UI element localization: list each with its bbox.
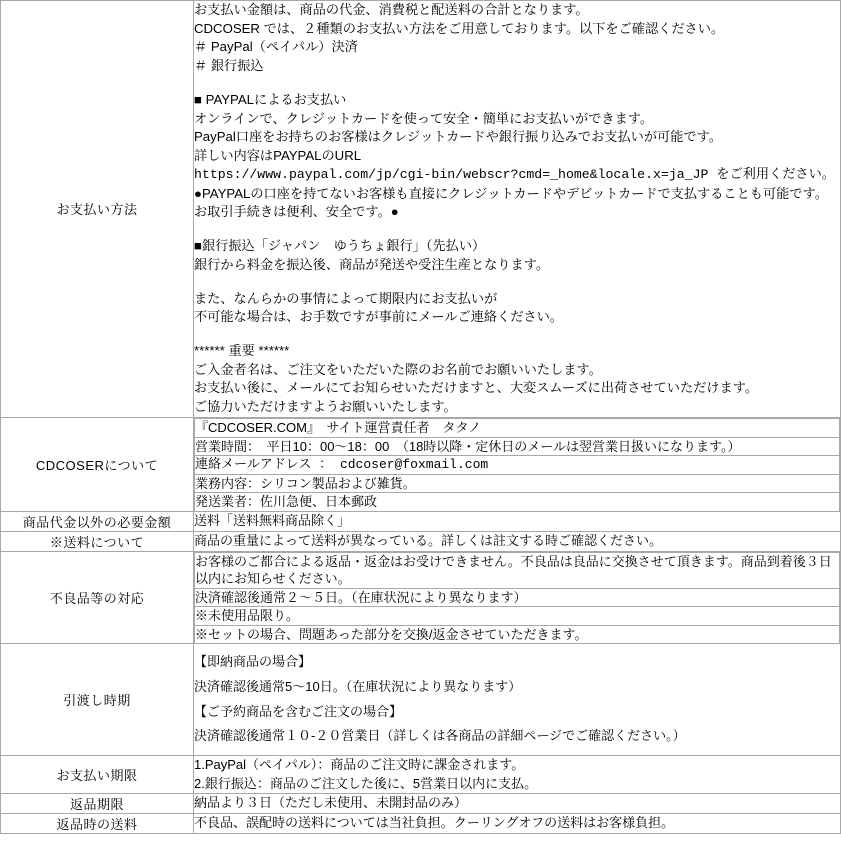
text-line: 決済確認後通常２～５日。（在庫状況により異なります）: [195, 588, 840, 607]
text-line: 【即納商品の場合】: [194, 654, 312, 670]
table-body: [1, 1, 841, 834]
row-label-payment-deadline: お支払い期限: [1, 756, 194, 794]
list-item: [195, 418, 840, 437]
spacer: [194, 275, 840, 290]
row-content-extra-fees: [194, 511, 841, 531]
text-line: オンラインで、クレジットカードを使って安全・簡単にお支払いができます。: [194, 110, 654, 126]
spacer: [194, 222, 840, 237]
text-line: ****** 重要 ******: [194, 343, 290, 359]
row-content-payment-deadline: [194, 756, 841, 794]
table-row: [1, 644, 841, 756]
row-content-return-shipping: [194, 814, 841, 834]
text-line: 2.銀行振込：商品のご注文した後に、5営業日以内に支払。: [194, 775, 538, 791]
list-item: [195, 437, 840, 456]
row-content-shipping-fee: [194, 531, 841, 551]
text-line: お客様のご都合による返品・返金はお受けできません。不良品は良品に交換させて頂きます。商品到着後３日以内にお知らせください。: [195, 552, 840, 588]
row-label-delivery-time: 引渡し時期: [1, 644, 194, 756]
row-content-return-deadline: [194, 794, 841, 814]
row-label-return-shipping: 返品時の送料: [1, 814, 194, 834]
table-row: [1, 417, 841, 511]
text-line: お支払い金額は、商品の代金、消費税と配送料の合計となります。: [194, 2, 589, 17]
text-line: 営業時間： 平日10：00～18：00 （18時以降・定休日のメールは翌営業日扱いになります。）: [195, 437, 840, 456]
text-line: ＃ 銀行振込: [194, 58, 264, 74]
table-row: [1, 1, 841, 418]
text-line: 納品より３日（ただし未使用、未開封品のみ）: [194, 795, 468, 811]
text-line: 送料「送料無料商品除く」: [194, 512, 351, 528]
text-line: 詳しい内容はPAYPALのURL: [194, 148, 362, 164]
text-line: PayPal口座をお持ちのお客様はクレジットカードや銀行振り込みでお支払いが可能です。: [194, 129, 722, 145]
spacer: [194, 76, 840, 91]
row-label-shipping-fee: ※送料について: [1, 531, 194, 551]
text-line: ※未使用品限り。: [195, 607, 840, 626]
defective-subtable: [194, 552, 840, 644]
row-label-return-deadline: 返品期限: [1, 794, 194, 814]
text-line: 1.PayPal（ペイパル）：商品のご注文時に課金されます。: [194, 757, 525, 773]
row-content-defective-handling: [194, 551, 841, 644]
row-label-extra-fees: 商品代金以外の必要金額: [1, 511, 194, 531]
list-item: [195, 607, 840, 626]
text-line: ご入金者名は、ご注文をいただいた際のお名前でお願いいたします。: [194, 361, 602, 377]
text-line: ■銀行振込「ジャパン ゆうちょ銀行」（先払い）: [194, 238, 486, 254]
text-line: お支払い後に、メールにてお知らせいただけますと、大変スムーズに出荷させていただけます。: [194, 380, 759, 396]
text-line: ＃ PayPal（ペイパル）決済: [194, 39, 358, 55]
list-item: [195, 493, 840, 511]
contact-email-line: 連絡メールアドレス ： cdcoser@foxmail.com: [195, 456, 840, 475]
table-row: [1, 531, 841, 551]
about-subtable: [194, 418, 840, 511]
text-line: ※セットの場合、問題あった部分を交換/返金させていただきます。: [195, 625, 840, 643]
text-line: CDCOSER では、２種類のお支払い方法をご用意しております。以下をご確認ください。: [194, 20, 725, 36]
text-line: 不可能な場合は、お手数ですが事前にメールご連絡ください。: [194, 309, 563, 325]
text-line: 銀行から料金を振込後、商品が発送や受注生産となります。: [194, 256, 550, 272]
text-line: 商品の重量によって送料が異なっている。詳しくは註文する時ご確認ください。: [194, 532, 663, 548]
list-item: [195, 456, 840, 475]
text-line: 不良品、誤配時の送料については当社負担。クーリングオフの送料はお客様負担。: [194, 815, 675, 831]
paypal-url-line: https://www.paypal.com/jp/cgi-bin/webscr?cmd=_home&locale.x=ja_JP をご利用ください。: [194, 166, 835, 182]
row-content-about-cdcoser: [194, 417, 841, 511]
row-label-about-cdcoser: CDCOSERについて: [1, 417, 194, 511]
row-content-payment-method: [194, 1, 841, 418]
table-row: [1, 814, 841, 834]
text-line: 業務内容：シリコン製品および雑貨。: [195, 474, 840, 493]
list-item: [195, 625, 840, 643]
text-line: 【ご予約商品を含むご注文の場合】: [194, 703, 403, 719]
row-content-delivery-time: [194, 644, 841, 756]
table-row: [1, 551, 841, 644]
text-line: ■ PAYPALによるお支払い: [194, 91, 347, 107]
table-row: [1, 511, 841, 531]
list-item: [195, 588, 840, 607]
list-item: [195, 474, 840, 493]
text-line: ご協力いただけますようお願いいたします。: [194, 399, 457, 415]
text-line: 『CDCOSER.COM』 サイト運営責任者 タタノ: [195, 418, 840, 437]
spacer: [194, 327, 840, 342]
text-line: 決済確認後通常5～10日。（在庫状況により異なります）: [194, 679, 522, 695]
list-item: [195, 552, 840, 588]
text-line: 発送業者：佐川急便、日本郵政: [195, 493, 840, 511]
text-line: お取引手続きは便利、安全です。●: [194, 204, 399, 220]
table-row: [1, 756, 841, 794]
table-row: [1, 794, 841, 814]
row-label-payment-method: お支払い方法: [1, 1, 194, 418]
text-line: 決済確認後通常１０-２０営業日（詳しくは各商品の詳細ページでご確認ください。）: [194, 728, 686, 744]
row-label-defective-handling: 不良品等の対応: [1, 551, 194, 644]
text-line: ●PAYPALの口座を持てないお客様も直接にクレジットカードやデビットカードで支払することも可能です。: [194, 185, 828, 201]
text-line: また、なんらかの事情によって期限内にお支払いが: [194, 290, 498, 306]
